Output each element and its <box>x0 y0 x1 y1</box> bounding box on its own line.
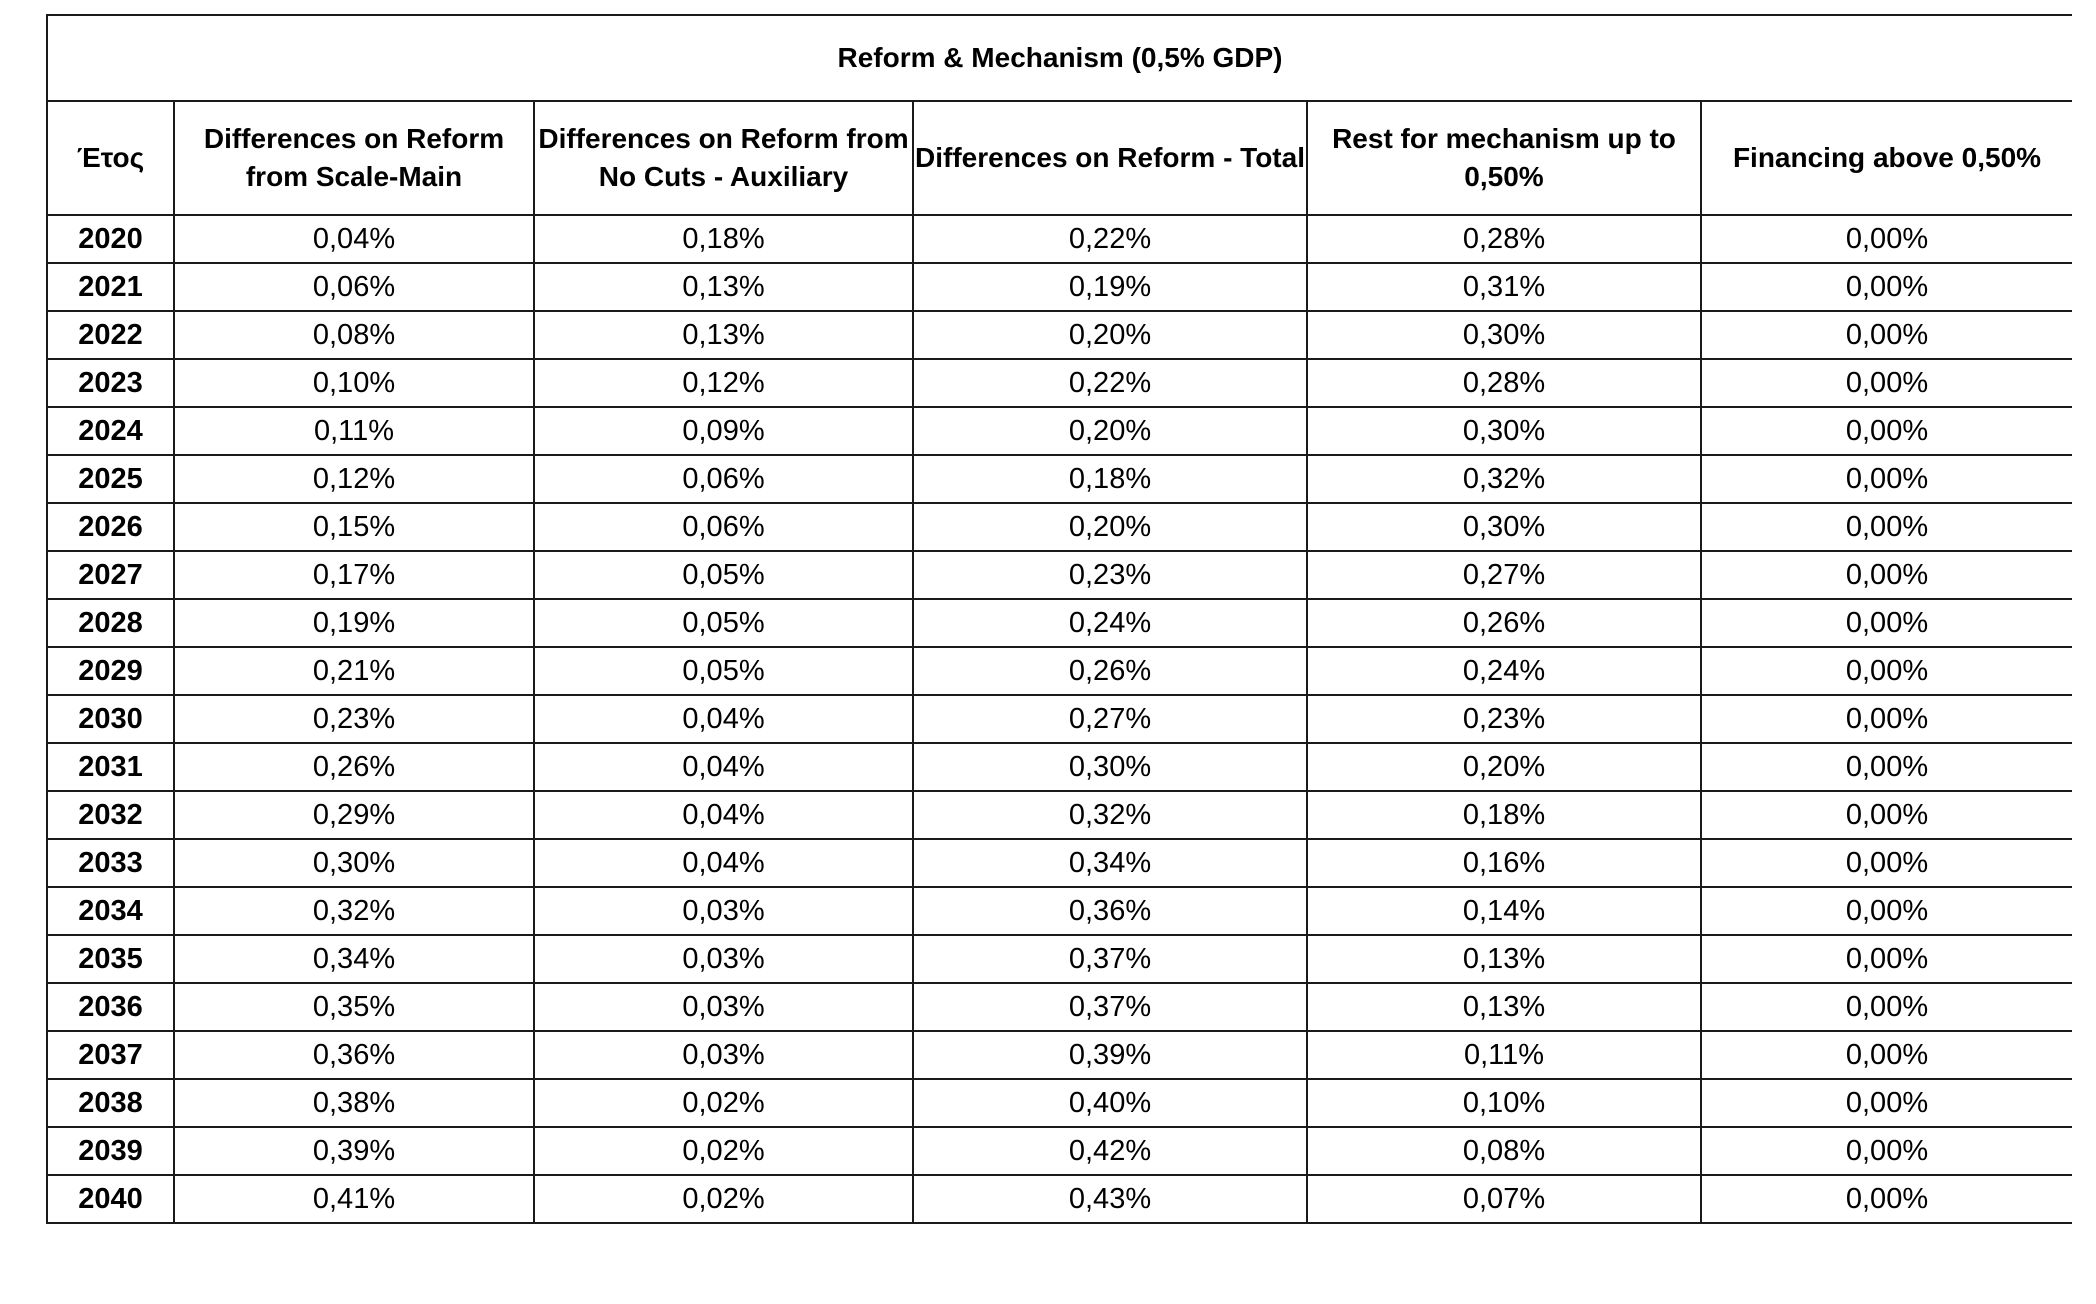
total-cell: 0,43% <box>913 1175 1307 1223</box>
financing-above-cell: 0,00% <box>1701 551 2072 599</box>
table-row <box>47 407 2072 455</box>
no-cuts-auxiliary-cell: 0,18% <box>534 215 913 263</box>
table-row <box>47 791 2072 839</box>
table-row <box>47 983 2072 1031</box>
total-cell: 0,20% <box>913 407 1307 455</box>
no-cuts-auxiliary-cell: 0,03% <box>534 935 913 983</box>
year-cell: 2023 <box>47 359 174 407</box>
table-row <box>47 551 2072 599</box>
column-header-row <box>47 101 2072 215</box>
table-title: Reform & Mechanism (0,5% GDP) <box>47 15 2072 101</box>
scale-main-cell: 0,15% <box>174 503 534 551</box>
no-cuts-auxiliary-cell: 0,13% <box>534 311 913 359</box>
rest-for-mechanism-cell: 0,20% <box>1307 743 1701 791</box>
reform-mechanism-table <box>46 14 2072 1224</box>
financing-above-cell: 0,00% <box>1701 1079 2072 1127</box>
table-body <box>47 215 2072 1223</box>
financing-above-cell: 0,00% <box>1701 263 2072 311</box>
total-cell: 0,37% <box>913 935 1307 983</box>
year-cell: 2033 <box>47 839 174 887</box>
financing-above-cell: 0,00% <box>1701 887 2072 935</box>
year-cell: 2025 <box>47 455 174 503</box>
total-cell: 0,20% <box>913 311 1307 359</box>
scale-main-cell: 0,08% <box>174 311 534 359</box>
total-cell: 0,32% <box>913 791 1307 839</box>
rest-for-mechanism-cell: 0,14% <box>1307 887 1701 935</box>
no-cuts-auxiliary-cell: 0,12% <box>534 359 913 407</box>
scale-main-cell: 0,36% <box>174 1031 534 1079</box>
total-cell: 0,26% <box>913 647 1307 695</box>
financing-above-cell: 0,00% <box>1701 743 2072 791</box>
total-cell: 0,22% <box>913 359 1307 407</box>
scale-main-cell: 0,35% <box>174 983 534 1031</box>
rest-for-mechanism-cell: 0,18% <box>1307 791 1701 839</box>
total-cell: 0,30% <box>913 743 1307 791</box>
year-cell: 2024 <box>47 407 174 455</box>
rest-for-mechanism-cell: 0,24% <box>1307 647 1701 695</box>
column-header-no-cuts-auxiliary: Differences on Reform from No Cuts - Auxiliary <box>534 101 913 215</box>
total-cell: 0,36% <box>913 887 1307 935</box>
financing-above-cell: 0,00% <box>1701 503 2072 551</box>
rest-for-mechanism-cell: 0,16% <box>1307 839 1701 887</box>
year-cell: 2038 <box>47 1079 174 1127</box>
column-header-year: Έτος <box>47 101 174 215</box>
no-cuts-auxiliary-cell: 0,04% <box>534 839 913 887</box>
spreadsheet-table-container <box>46 14 2072 1304</box>
table-row <box>47 887 2072 935</box>
scale-main-cell: 0,06% <box>174 263 534 311</box>
scale-main-cell: 0,21% <box>174 647 534 695</box>
total-cell: 0,39% <box>913 1031 1307 1079</box>
year-cell: 2030 <box>47 695 174 743</box>
rest-for-mechanism-cell: 0,30% <box>1307 311 1701 359</box>
table-row <box>47 647 2072 695</box>
year-cell: 2035 <box>47 935 174 983</box>
no-cuts-auxiliary-cell: 0,06% <box>534 503 913 551</box>
total-cell: 0,23% <box>913 551 1307 599</box>
year-cell: 2034 <box>47 887 174 935</box>
column-header-rest-for-mechanism: Rest for mechanism up to 0,50% <box>1307 101 1701 215</box>
no-cuts-auxiliary-cell: 0,13% <box>534 263 913 311</box>
table-row <box>47 1031 2072 1079</box>
table-row <box>47 503 2072 551</box>
rest-for-mechanism-cell: 0,13% <box>1307 983 1701 1031</box>
year-cell: 2032 <box>47 791 174 839</box>
scale-main-cell: 0,19% <box>174 599 534 647</box>
table-row <box>47 599 2072 647</box>
no-cuts-auxiliary-cell: 0,03% <box>534 887 913 935</box>
year-cell: 2037 <box>47 1031 174 1079</box>
column-header-financing-above: Financing above 0,50% <box>1701 101 2072 215</box>
financing-above-cell: 0,00% <box>1701 1031 2072 1079</box>
rest-for-mechanism-cell: 0,11% <box>1307 1031 1701 1079</box>
financing-above-cell: 0,00% <box>1701 1127 2072 1175</box>
no-cuts-auxiliary-cell: 0,06% <box>534 455 913 503</box>
scale-main-cell: 0,04% <box>174 215 534 263</box>
year-cell: 2027 <box>47 551 174 599</box>
no-cuts-auxiliary-cell: 0,02% <box>534 1127 913 1175</box>
scale-main-cell: 0,30% <box>174 839 534 887</box>
rest-for-mechanism-cell: 0,30% <box>1307 407 1701 455</box>
scale-main-cell: 0,12% <box>174 455 534 503</box>
scale-main-cell: 0,34% <box>174 935 534 983</box>
scale-main-cell: 0,10% <box>174 359 534 407</box>
rest-for-mechanism-cell: 0,30% <box>1307 503 1701 551</box>
financing-above-cell: 0,00% <box>1701 1175 2072 1223</box>
rest-for-mechanism-cell: 0,27% <box>1307 551 1701 599</box>
rest-for-mechanism-cell: 0,13% <box>1307 935 1701 983</box>
total-cell: 0,19% <box>913 263 1307 311</box>
rest-for-mechanism-cell: 0,31% <box>1307 263 1701 311</box>
table-row <box>47 1127 2072 1175</box>
scale-main-cell: 0,23% <box>174 695 534 743</box>
rest-for-mechanism-cell: 0,32% <box>1307 455 1701 503</box>
rest-for-mechanism-cell: 0,08% <box>1307 1127 1701 1175</box>
no-cuts-auxiliary-cell: 0,04% <box>534 695 913 743</box>
column-header-total: Differences on Reform - Total <box>913 101 1307 215</box>
rest-for-mechanism-cell: 0,07% <box>1307 1175 1701 1223</box>
total-cell: 0,34% <box>913 839 1307 887</box>
year-cell: 2040 <box>47 1175 174 1223</box>
no-cuts-auxiliary-cell: 0,05% <box>534 599 913 647</box>
year-cell: 2031 <box>47 743 174 791</box>
year-cell: 2026 <box>47 503 174 551</box>
rest-for-mechanism-cell: 0,28% <box>1307 215 1701 263</box>
total-cell: 0,18% <box>913 455 1307 503</box>
financing-above-cell: 0,00% <box>1701 359 2072 407</box>
table-row <box>47 1175 2072 1223</box>
total-cell: 0,27% <box>913 695 1307 743</box>
scale-main-cell: 0,32% <box>174 887 534 935</box>
total-cell: 0,20% <box>913 503 1307 551</box>
year-cell: 2028 <box>47 599 174 647</box>
financing-above-cell: 0,00% <box>1701 983 2072 1031</box>
financing-above-cell: 0,00% <box>1701 695 2072 743</box>
no-cuts-auxiliary-cell: 0,04% <box>534 791 913 839</box>
no-cuts-auxiliary-cell: 0,04% <box>534 743 913 791</box>
scale-main-cell: 0,11% <box>174 407 534 455</box>
scale-main-cell: 0,26% <box>174 743 534 791</box>
year-cell: 2039 <box>47 1127 174 1175</box>
scale-main-cell: 0,39% <box>174 1127 534 1175</box>
total-cell: 0,24% <box>913 599 1307 647</box>
table-row <box>47 839 2072 887</box>
financing-above-cell: 0,00% <box>1701 215 2072 263</box>
table-row <box>47 743 2072 791</box>
financing-above-cell: 0,00% <box>1701 647 2072 695</box>
no-cuts-auxiliary-cell: 0,02% <box>534 1175 913 1223</box>
no-cuts-auxiliary-cell: 0,03% <box>534 983 913 1031</box>
scale-main-cell: 0,38% <box>174 1079 534 1127</box>
rest-for-mechanism-cell: 0,10% <box>1307 1079 1701 1127</box>
column-header-scale-main: Differences on Reform from Scale-Main <box>174 101 534 215</box>
year-cell: 2022 <box>47 311 174 359</box>
total-cell: 0,37% <box>913 983 1307 1031</box>
table-row <box>47 263 2072 311</box>
financing-above-cell: 0,00% <box>1701 599 2072 647</box>
table-row <box>47 215 2072 263</box>
rest-for-mechanism-cell: 0,23% <box>1307 695 1701 743</box>
financing-above-cell: 0,00% <box>1701 791 2072 839</box>
no-cuts-auxiliary-cell: 0,05% <box>534 551 913 599</box>
table-row <box>47 1079 2072 1127</box>
rest-for-mechanism-cell: 0,26% <box>1307 599 1701 647</box>
no-cuts-auxiliary-cell: 0,09% <box>534 407 913 455</box>
financing-above-cell: 0,00% <box>1701 455 2072 503</box>
year-cell: 2029 <box>47 647 174 695</box>
rest-for-mechanism-cell: 0,28% <box>1307 359 1701 407</box>
year-cell: 2021 <box>47 263 174 311</box>
table-title-row <box>47 15 2072 101</box>
scale-main-cell: 0,41% <box>174 1175 534 1223</box>
total-cell: 0,40% <box>913 1079 1307 1127</box>
year-cell: 2036 <box>47 983 174 1031</box>
year-cell: 2020 <box>47 215 174 263</box>
no-cuts-auxiliary-cell: 0,05% <box>534 647 913 695</box>
table-row <box>47 359 2072 407</box>
financing-above-cell: 0,00% <box>1701 839 2072 887</box>
table-row <box>47 311 2072 359</box>
scale-main-cell: 0,29% <box>174 791 534 839</box>
no-cuts-auxiliary-cell: 0,02% <box>534 1079 913 1127</box>
total-cell: 0,22% <box>913 215 1307 263</box>
financing-above-cell: 0,00% <box>1701 407 2072 455</box>
table-row <box>47 455 2072 503</box>
total-cell: 0,42% <box>913 1127 1307 1175</box>
financing-above-cell: 0,00% <box>1701 935 2072 983</box>
table-row <box>47 695 2072 743</box>
no-cuts-auxiliary-cell: 0,03% <box>534 1031 913 1079</box>
scale-main-cell: 0,17% <box>174 551 534 599</box>
financing-above-cell: 0,00% <box>1701 311 2072 359</box>
table-row <box>47 935 2072 983</box>
